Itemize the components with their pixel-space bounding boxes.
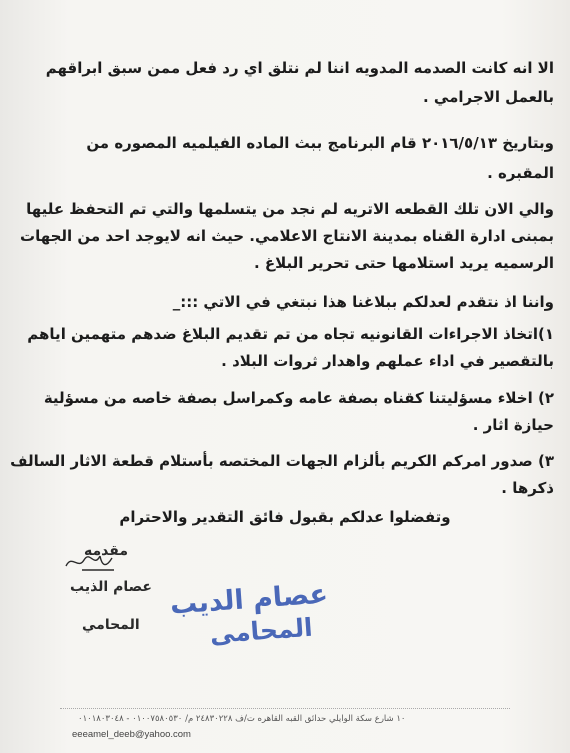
letter-line: بالتقصير في اداء عملهم واهدار ثروات البلاد . <box>221 352 554 370</box>
letter-line: الا انه كانت الصدمه المدويه اننا لم نتلق اي رد فعل ممن سبق ابراقهم <box>45 59 554 77</box>
letter-line: ٢) اخلاء مسؤليتنا كقناه بصفة عامه وكمراسل بصفة خاصه من مسؤلية <box>43 389 554 407</box>
footer-email: eeeamel_deeb@yahoo.com <box>72 729 191 740</box>
footer-address: ١٠ شارع سكة الوايلي حدائق القبه القاهره ت/ف ٢٤٨٣٠٢٢٨ م/ ٠١٠٠٧٥٨٠٥٣٠ - ٠١٠١٨٠٣٠٤٨ <box>78 714 406 724</box>
letter-line: ذكرها . <box>501 479 554 497</box>
lawyer-stamp <box>166 572 336 655</box>
letter-line: بمبنى ادارة القناه بمدينة الانتاج الاعلامي. حيث انه لايوجد احد من الجهات <box>20 227 554 245</box>
letter-line: ٣) صدور امركم الكريم بألزام الجهات المختصه بأستلام قطعة الاثار السالف <box>10 452 554 470</box>
signer-name: عصام الذيب <box>70 579 152 595</box>
footer-divider <box>60 708 510 709</box>
signer-title: المحامي <box>82 617 140 633</box>
letter-line: حيازة اثار . <box>472 416 554 434</box>
letter-line: ١)اتخاذ الاجراءات القانونيه تجاه من تم تقديم البلاغ ضدهم متهمين اياهم <box>27 325 554 343</box>
letter-line: الرسميه يريد استلامها حتى تحرير البلاغ . <box>253 254 554 272</box>
letter-line: واننا اذ نتقدم لعدلكم ببلاغنا هذا نبتغي في الاتي :::_ <box>172 293 554 311</box>
letter-line: بالعمل الاجرامي . <box>422 88 554 106</box>
letter-line: المقبره . <box>487 164 554 182</box>
svg-text:عصام الديب: عصام الديب <box>169 578 329 621</box>
closing-text: وتفضلوا عدلكم بقبول فائق التقدير والاحترام <box>119 508 451 526</box>
submitted-by-label: مقدمه <box>84 543 128 559</box>
letter-line: وبتاريخ ٢٠١٦/٥/١٣ قام البرنامج ببث الماده الفيلميه المصوره من <box>86 134 554 152</box>
letter-line: والي الان تلك القطعه الاتريه لم نجد من يتسلمها والتي تم التحفظ عليها <box>26 200 554 218</box>
svg-text:المحامى: المحامى <box>208 612 314 649</box>
handwritten-signature <box>62 548 120 576</box>
